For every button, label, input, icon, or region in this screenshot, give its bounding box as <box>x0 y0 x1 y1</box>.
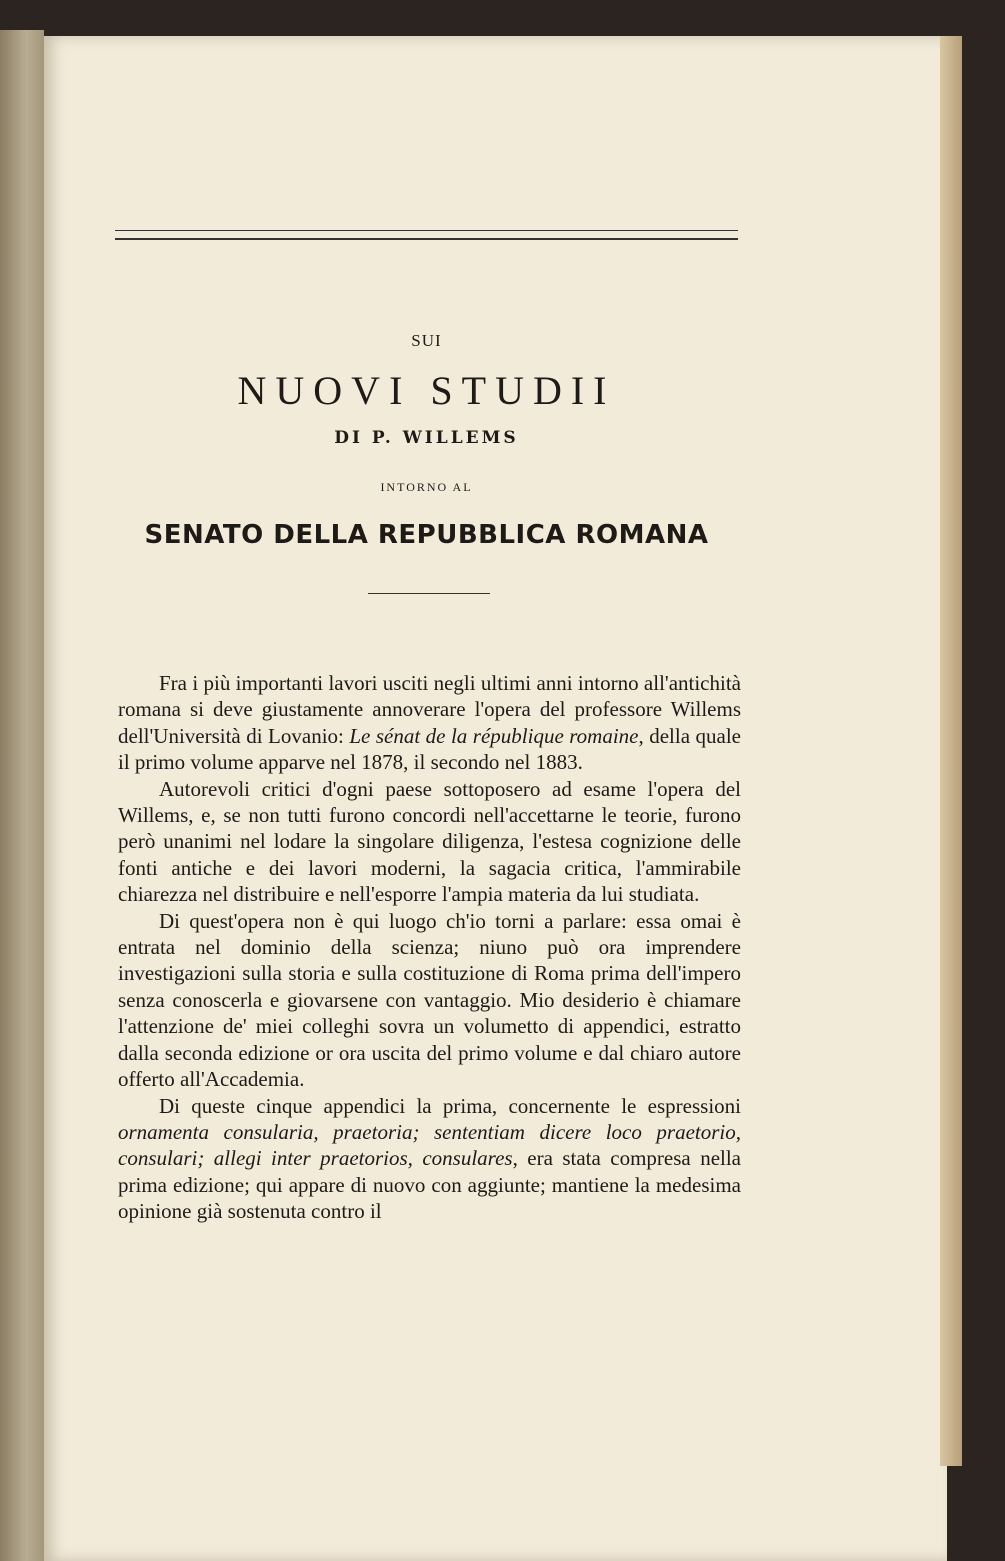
heading-intorno: INTORNO AL <box>380 480 473 494</box>
p1-text-a: Fra i più importanti lavori usciti negli ultimi anni intorno all'antichità romana si deve giustamente annoverare l'opera del professore Willems dell'Università di Lovanio: <box>118 671 741 748</box>
p4-text-c: , era stata compresa nella prima edizione; qui appare di nuovo con aggiunte; mantiene la medesima opinione già sostenuta contro il <box>118 1146 741 1224</box>
article-author: DI P. WILLEMS <box>334 428 519 448</box>
p4-text-a: Di queste cinque appendici la prima, concernente le espressioni <box>159 1093 741 1118</box>
p1-text-c: , della quale il primo volume apparve nel 1878, il secondo nel 1883. <box>118 723 741 775</box>
header-rule-thick <box>115 238 738 240</box>
paragraph-1 <box>118 670 741 776</box>
p1-book-title: Le sénat de la république romaine <box>349 723 639 748</box>
article-title: NUOVI STUDII <box>237 368 616 413</box>
paragraph-4 <box>118 1093 741 1225</box>
article-subject: SENATO DELLA REPUBBLICA ROMANA <box>144 520 709 550</box>
title-separator <box>368 593 490 594</box>
body-text <box>118 670 741 1225</box>
page-block-edge <box>940 36 962 1466</box>
p4-latin-terms: ornamenta consularia, praetoria; sententiam dicere loco praetorio, consulari; allegi inter praetorios, consulares <box>118 1119 741 1171</box>
heading-sui: SUI <box>411 331 442 350</box>
header-rule-thin <box>115 230 738 231</box>
paragraph-3: Di quest'opera non è qui luogo ch'io torni a parlare: essa omai è entrata nel dominio della scienza; niuno può ora imprendere investigazioni sulla storia e sulla costituzione di Roma prima dell'impero senza conoscerla e giovarsene con vantaggio. Mio desiderio è chiamare l'attenzione de' miei colleghi sovra un volumetto di appendici, estratto dalla seconda edizione or ora uscita del primo volume e dal chiaro autore offerto all'Accademia. <box>118 908 741 1092</box>
paragraph-2: Autorevoli critici d'ogni paese sottoposero ad esame l'opera del Willems, e, se non tutti furono concordi nell'accettarne le teorie, furono però unanimi nel lodare la singolare diligenza, l'estesa cognizione delle fonti antiche e dei lavori moderni, la sagacia critica, l'ammirabile chiarezza nel distribuire e nell'esporre l'ampia materia da lui studiata. <box>118 776 741 907</box>
adjacent-page-edge <box>0 30 44 1561</box>
